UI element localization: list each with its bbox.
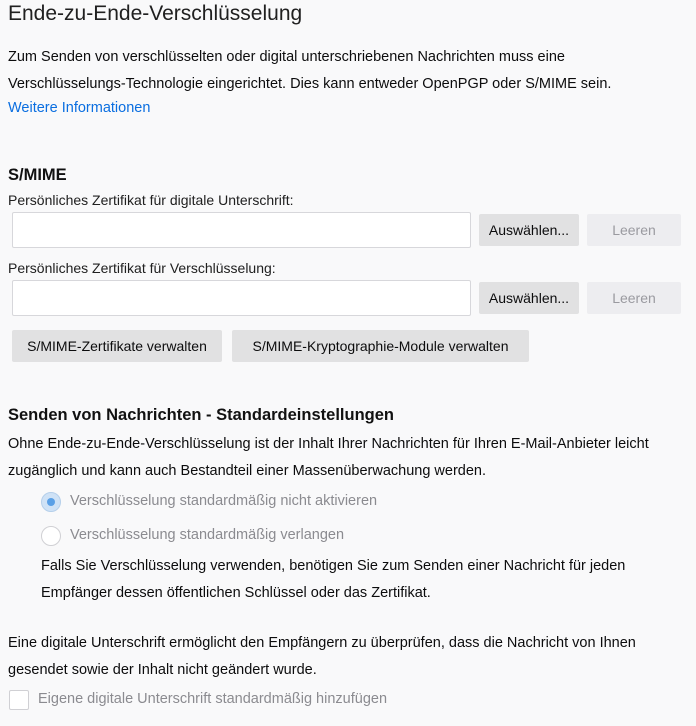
encryption-note-line1: Falls Sie Verschlüsselung verwenden, benötigen Sie zum Senden einer Nachricht für jeden bbox=[41, 558, 626, 574]
signing-cert-label: Persönliches Zertifikat für digitale Unterschrift: bbox=[8, 192, 294, 208]
radio-selected-dot bbox=[47, 498, 55, 506]
sign-by-default-label[interactable]: Eigene digitale Unterschrift standardmäßig hinzufügen bbox=[38, 691, 388, 707]
intro-text-line2: Verschlüsselungs-Technologie eingerichtet. Dies kann entweder OpenPGP oder S/MIME sein. bbox=[8, 76, 612, 92]
defaults-desc-line1: Ohne Ende-zu-Ende-Verschlüsselung ist der Inhalt Ihrer Nachrichten für Ihren E-Mail-Anbieter leicht bbox=[8, 436, 649, 452]
signature-desc-line1: Eine digitale Unterschrift ermöglicht den Empfängern zu überprüfen, dass die Nachricht von Ihnen bbox=[8, 635, 636, 651]
encryption-cert-field[interactable] bbox=[12, 280, 471, 316]
smime-heading: S/MIME bbox=[8, 166, 67, 184]
signing-cert-field[interactable] bbox=[12, 212, 471, 248]
no-encrypt-label[interactable]: Verschlüsselung standardmäßig nicht aktivieren bbox=[70, 493, 378, 509]
signature-desc-line2: gesendet sowie der Inhalt nicht geändert wurde. bbox=[8, 662, 317, 678]
encryption-cert-label: Persönliches Zertifikat für Verschlüsselung: bbox=[8, 260, 276, 276]
defaults-heading: Senden von Nachrichten - Standardeinstellungen bbox=[8, 406, 394, 424]
no-encrypt-radio[interactable] bbox=[41, 492, 61, 512]
require-encrypt-label[interactable]: Verschlüsselung standardmäßig verlangen bbox=[70, 527, 345, 543]
more-info-link[interactable]: Weitere Informationen bbox=[8, 100, 151, 116]
manage-crypto-modules-button[interactable]: S/MIME-Kryptographie-Module verwalten bbox=[232, 330, 529, 362]
encryption-clear-button[interactable]: Leeren bbox=[587, 282, 681, 314]
page-title: Ende-zu-Ende-Verschlüsselung bbox=[8, 2, 303, 25]
sign-by-default-checkbox[interactable] bbox=[9, 690, 29, 710]
signing-select-button[interactable]: Auswählen... bbox=[479, 214, 579, 246]
intro-text-line1: Zum Senden von verschlüsselten oder digital unterschriebenen Nachrichten muss eine bbox=[8, 49, 565, 65]
encryption-note-line2: Empfänger dessen öffentlichen Schlüssel oder das Zertifikat. bbox=[41, 585, 431, 601]
encryption-select-button[interactable]: Auswählen... bbox=[479, 282, 579, 314]
signing-clear-button[interactable]: Leeren bbox=[587, 214, 681, 246]
defaults-desc-line2: zugänglich und kann auch Bestandteil einer Massenüberwachung werden. bbox=[8, 463, 487, 479]
manage-certificates-button[interactable]: S/MIME-Zertifikate verwalten bbox=[12, 330, 222, 362]
require-encrypt-radio[interactable] bbox=[41, 526, 61, 546]
